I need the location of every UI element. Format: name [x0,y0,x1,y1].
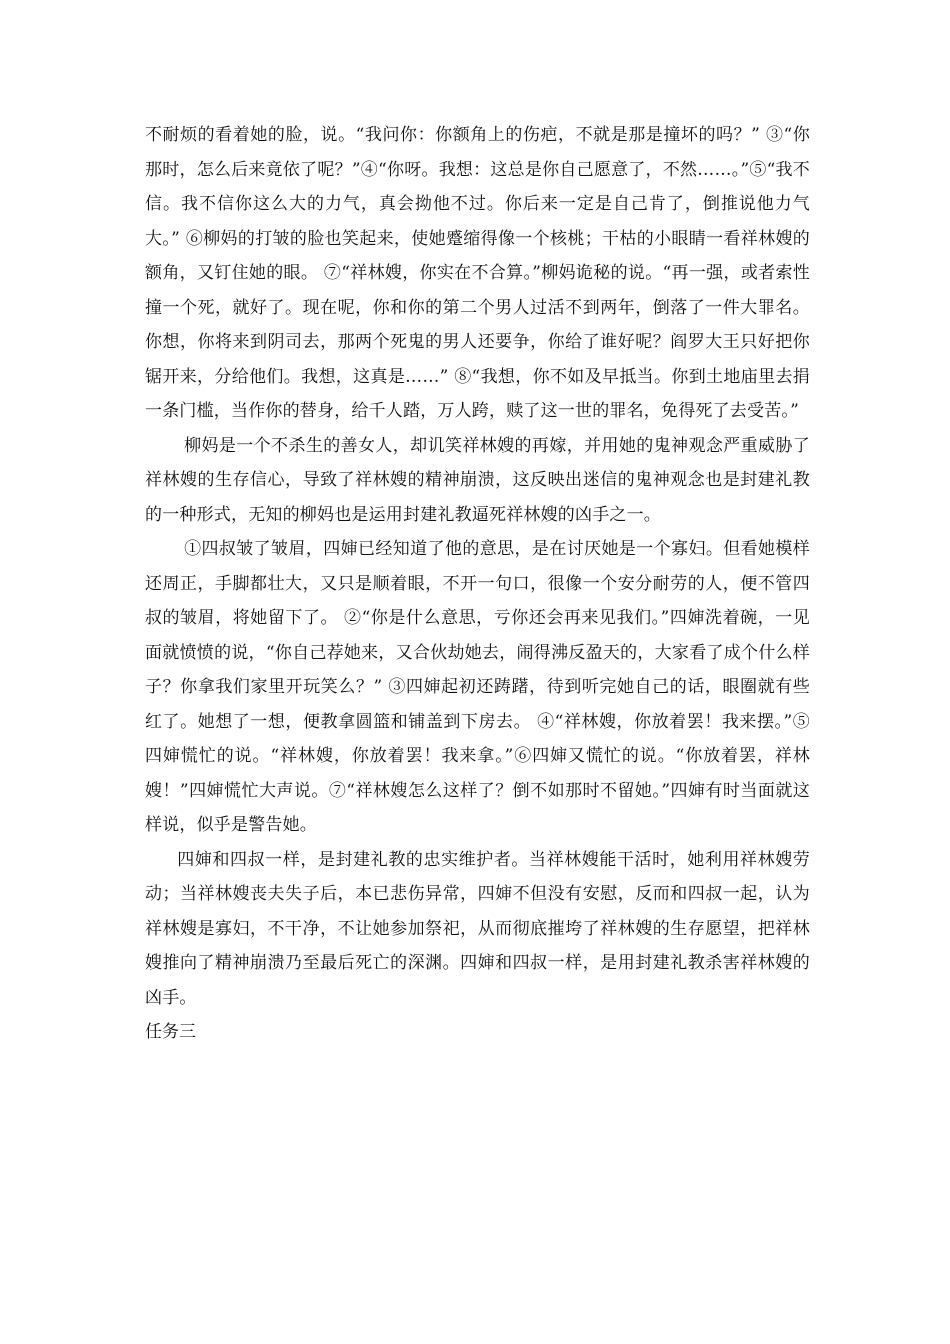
analysis-liuma: 柳妈是一个不杀生的善女人，却讥笑祥林嫂的再嫁，并用她的鬼神观念严重威胁了祥林嫂的生存信心，导致了祥林嫂的精神崩溃，这反映出迷信的鬼神观念也是封建礼教的一种形式，无知的柳妈也是运用封建礼教逼死祥林嫂的凶手之一。 [145,435,810,525]
document-page [145,118,810,1050]
dialogue-excerpt-fourth-aunt: ①四叔皱了皱眉，四婶已经知道了他的意思，是在讨厌她是一个寡妇。但看她模样还周正，手脚都壮大，又只是顺着眼，不开一句口，很像一个安分耐劳的人，便不管四叔的皱眉，将她留下了。 ②“你是什么意思，亏你还会再来见我们。”四婶洗着碗，一见面就愤愤的说，“你自己荐她来，又合伙劫她去，闹得沸反盈天的，大家看了成个什么样子？你拿我们家里开玩笑么？” ③四婶起初还踌躇，待到听完她自己的话，眼圈就有些红了。她想了一想，便教拿圆篮和铺盖到下房去。 ④“祥林嫂，你放着罢！我来摆。”⑤四婶慌忙的说。“祥林嫂，你放着罢！我来拿。”⑥四婶又慌忙的说。“你放着罢，祥林嫂！”四婶慌忙大声说。⑦“祥林嫂怎么这样了？倒不如那时不留她。”四婶有时当面就这样说，似乎是警告她。 [145,539,810,835]
section-heading-task-three: 任务三 [145,1022,196,1042]
dialogue-excerpt-liuma: 不耐烦的看着她的脸，说。“我问你：你额角上的伤疤，不就是那是撞坏的吗？” ③“你那时，怎么后来竟依了呢？”④“你呀。我想：这总是你自己愿意了，不然……。”⑤“我不信。我不信你这么大的力气，真会拗他不过。你后来一定是自己肯了，倒推说他力气大。” ⑥柳妈的打皱的脸也笑起来，使她蹙缩得像一个核桃；干枯的小眼睛一看祥林嫂的额角，又钉住她的眼。 ⑦“祥林嫂，你实在不合算。”柳妈诡秘的说。“再一强，或者索性撞一个死，就好了。现在呢，你和你的第二个男人过活不到两年，倒落了一件大罪名。你想，你将来到阴司去，那两个死鬼的男人还要争，你给了谁好呢？阎罗大王只好把你锯开来，分给他们。我想，这真是……” ⑧“我想，你不如及早抵当。你到土地庙里去捐一条门槛，当作你的替身，给千人踏，万人跨，赎了这一世的罪名，免得死了去受苦。” [145,125,810,421]
analysis-fourth-aunt: 四婶和四叔一样，是封建礼教的忠实维护者。当祥林嫂能干活时，她利用祥林嫂劳动；当祥林嫂丧夫失子后，本已悲伤异常，四婶不但没有安慰，反而和四叔一起，认为祥林嫂是寡妇，不干净，不让她参加祭祀，从而彻底摧垮了祥林嫂的生存愿望，把祥林嫂推向了精神崩溃乃至最后死亡的深渊。四婶和四叔一样，是用封建礼教杀害祥林嫂的凶手。 [145,849,810,1008]
